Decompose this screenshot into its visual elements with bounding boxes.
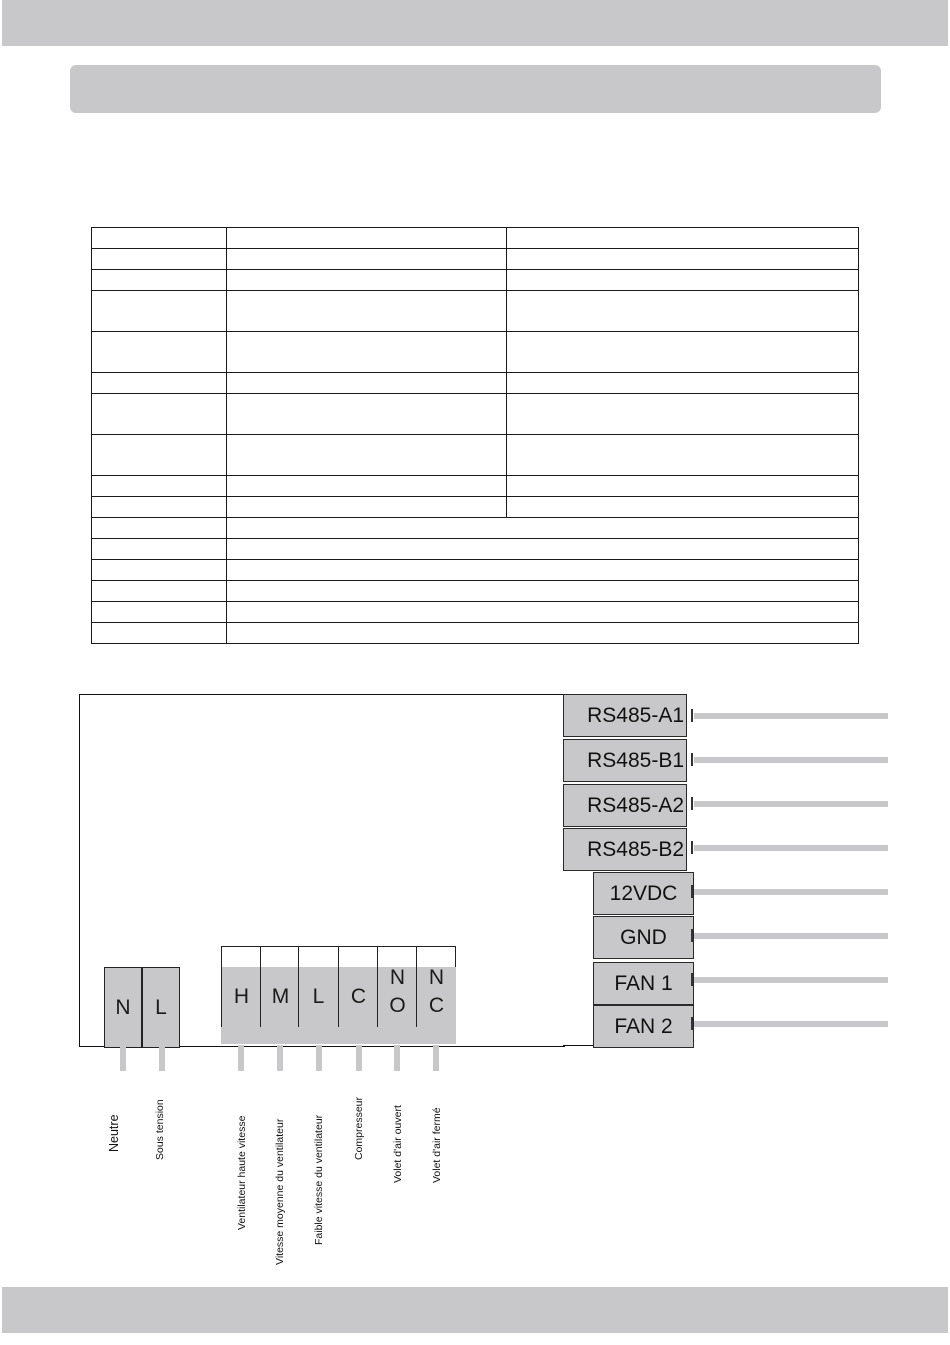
relay-divider (338, 946, 339, 1027)
table-row (92, 270, 859, 291)
terminal-l: L (299, 967, 338, 1027)
terminal-neutral: N (104, 967, 142, 1048)
table-row (92, 602, 859, 623)
terminal-nc (417, 956, 456, 1027)
terminal-gnd: GND (593, 916, 694, 959)
terminal-c: C (339, 967, 378, 1027)
title-banner (70, 65, 881, 113)
terminal-rs485-a2: RS485-A2 (563, 784, 687, 827)
terminal-fan1: FAN 1 (593, 962, 694, 1005)
terminal-live: L (142, 967, 180, 1048)
pin-neutral (120, 1045, 126, 1071)
pin-live (159, 1045, 165, 1071)
label-vitesse-moyenne: Vitesse moyenne du ventilateur (274, 1118, 286, 1265)
label-faible-vitesse: Faible vitesse du ventilateur (313, 1114, 325, 1245)
label-volet-ferme: Volet d'air fermé (431, 1107, 443, 1183)
wire-gnd (694, 933, 888, 939)
pin-h (238, 1045, 244, 1071)
table-row (92, 539, 859, 560)
wire-12vdc (694, 889, 888, 895)
label-neutre: Neutre (107, 1114, 121, 1152)
label-sous-tension: Sous tension (154, 1099, 166, 1160)
relay-divider (377, 946, 378, 1027)
relay-divider (416, 946, 417, 1027)
table-row (92, 560, 859, 581)
label-ventilateur-haute-vitesse: Ventilateur haute vitesse (236, 1115, 248, 1230)
table-row (92, 332, 859, 373)
wire-connector (691, 1017, 693, 1030)
wire-rs485-b2 (694, 845, 888, 851)
terminal-rs485-a1: RS485-A1 (563, 694, 687, 737)
wire-connector (691, 973, 693, 986)
table-row (92, 373, 859, 394)
wire-connector (691, 885, 693, 898)
label-compresseur: Compresseur (353, 1096, 365, 1160)
terminal-no-top: N (389, 965, 406, 989)
pin-no (394, 1045, 400, 1071)
table-row (92, 249, 859, 270)
relay-base (221, 1027, 456, 1044)
terminal-nc-top: N (428, 965, 445, 989)
controller-board-extension (563, 870, 594, 1046)
terminal-no (378, 956, 417, 1027)
table-row (92, 497, 859, 518)
wire-connector (691, 753, 693, 766)
pin-l (316, 1045, 322, 1071)
terminal-no-bottom: O (389, 993, 406, 1017)
pin-nc (433, 1045, 439, 1071)
table-row (92, 228, 859, 249)
wire-rs485-b1 (694, 757, 888, 763)
wire-connector (691, 709, 693, 722)
footer-bar (2, 1287, 948, 1333)
terminal-fan2: FAN 2 (593, 1005, 694, 1048)
wire-rs485-a1 (694, 713, 888, 719)
wire-rs485-a2 (694, 801, 888, 807)
label-volet-ouvert: Volet d'air ouvert (392, 1105, 404, 1183)
wire-fan1 (694, 977, 888, 983)
table-row (92, 623, 859, 644)
relay-divider (260, 946, 261, 1027)
wire-connector (691, 841, 693, 854)
terminal-12vdc: 12VDC (593, 872, 694, 915)
terminal-rs485-b1: RS485-B1 (563, 739, 687, 782)
relay-divider (298, 946, 299, 1027)
wire-connector (691, 797, 693, 810)
table-row (92, 476, 859, 497)
pin-c (356, 1045, 362, 1071)
terminal-nc-bottom: C (428, 993, 445, 1017)
wire-fan2 (694, 1021, 888, 1027)
table-row (92, 518, 859, 539)
terminal-m: M (261, 967, 300, 1027)
terminal-rs485-b2: RS485-B2 (563, 828, 687, 871)
specification-table (91, 227, 859, 644)
header-bar (2, 0, 948, 46)
table-row (92, 435, 859, 476)
table-row (92, 581, 859, 602)
pin-m (277, 1045, 283, 1071)
wire-connector (691, 929, 693, 942)
table-row (92, 394, 859, 435)
table-row (92, 291, 859, 332)
terminal-h: H (222, 967, 261, 1027)
